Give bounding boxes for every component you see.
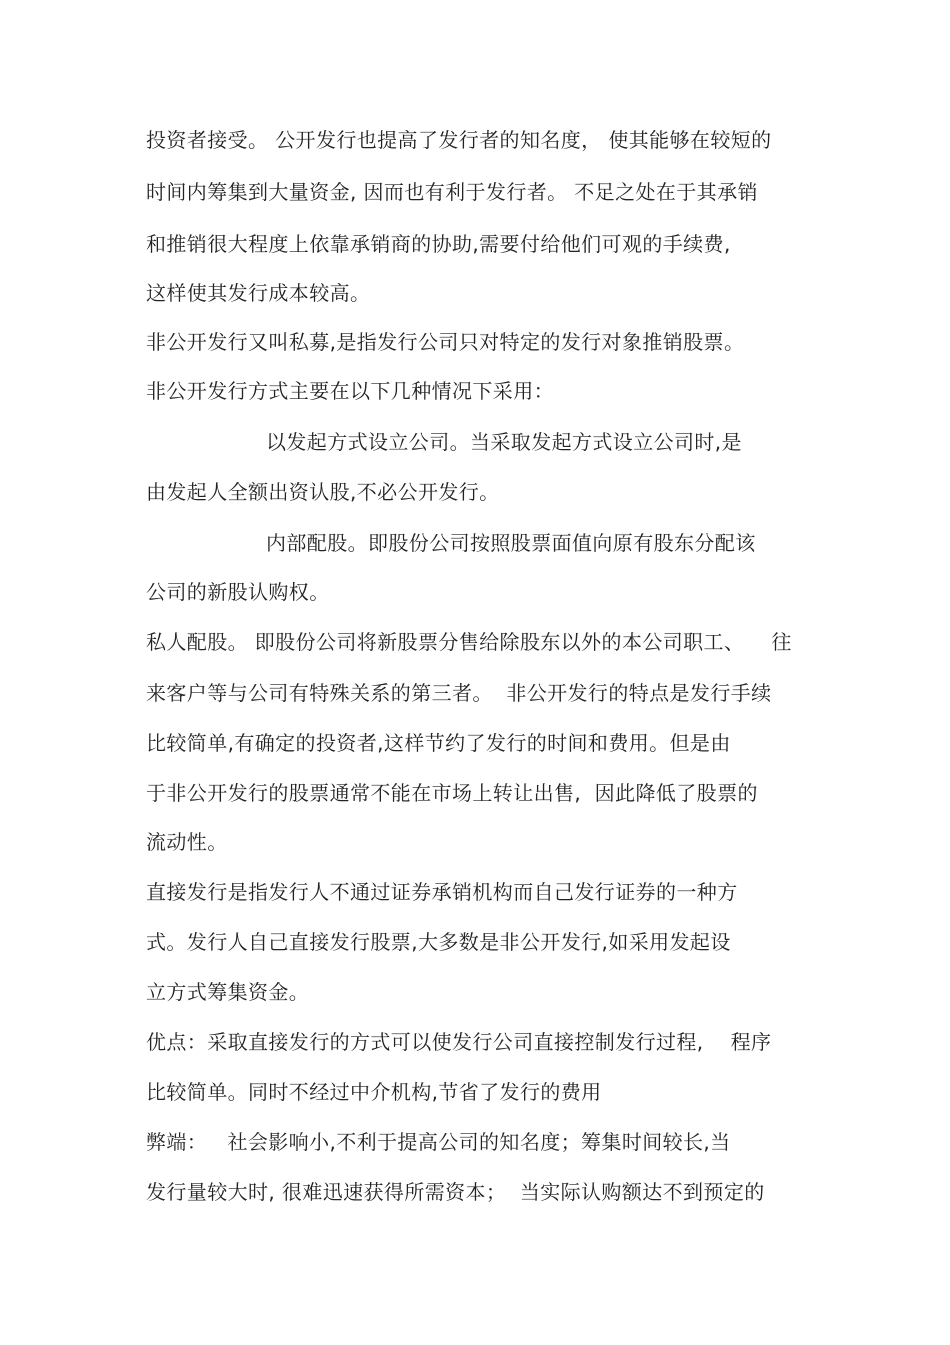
text-line: 非公开发行又叫私募,是指发行公司只对特定的发行对象推销股票。 bbox=[146, 330, 745, 354]
text-line: 于非公开发行的股票通常不能在市场上转让出售, 因此降低了股票的 bbox=[146, 781, 758, 805]
text-line: 发行量较大时, 很难迅速获得所需资本； 当实际认购额达不到预定的 bbox=[146, 1180, 765, 1204]
text-line: 私人配股。 即股份公司将新股票分售给除股东以外的本公司职工、 往 bbox=[146, 630, 792, 654]
text-line: 弊端： 社会影响小,不利于提高公司的知名度；筹集时间较长,当 bbox=[146, 1130, 731, 1154]
text-line-indented: 内部配股。即股份公司按照股票面值向原有股东分配该 bbox=[266, 531, 756, 555]
text-line: 优点：采取直接发行的方式可以使发行公司直接控制发行过程, 程序 bbox=[146, 1030, 772, 1054]
text-line: 来客户等与公司有特殊关系的第三者。 非公开发行的特点是发行手续 bbox=[146, 681, 772, 705]
text-line: 比较简单,有确定的投资者,这样节约了发行的时间和费用。但是由 bbox=[146, 731, 731, 755]
text-line: 非公开发行方式主要在以下几种情况下采用： bbox=[146, 379, 554, 403]
text-line: 时间内筹集到大量资金, 因而也有利于发行者。 不足之处在于其承销 bbox=[146, 180, 758, 204]
text-line-indented: 以发起方式设立公司。当采取发起方式设立公司时,是 bbox=[266, 430, 742, 454]
text-line: 直接发行是指发行人不通过证券承销机构而自己发行证券的一种方 bbox=[146, 880, 738, 904]
text-line: 公司的新股认购权。 bbox=[146, 580, 330, 604]
text-line: 式。发行人自己直接发行股票,大多数是非公开发行,如采用发起设 bbox=[146, 930, 731, 954]
text-line: 流动性。 bbox=[146, 830, 228, 854]
text-line: 由发起人全额出资认股,不必公开发行。 bbox=[146, 480, 500, 504]
text-line: 比较简单。同时不经过中介机构,节省了发行的费用 bbox=[146, 1080, 602, 1104]
text-line: 和推销很大程度上依靠承销商的协助,需要付给他们可观的手续费, bbox=[146, 232, 731, 256]
text-line: 这样使其发行成本较高。 bbox=[146, 281, 371, 305]
text-line: 立方式筹集资金。 bbox=[146, 980, 310, 1004]
text-line: 投资者接受。 公开发行也提高了发行者的知名度， 使其能够在较短的 bbox=[146, 128, 772, 152]
